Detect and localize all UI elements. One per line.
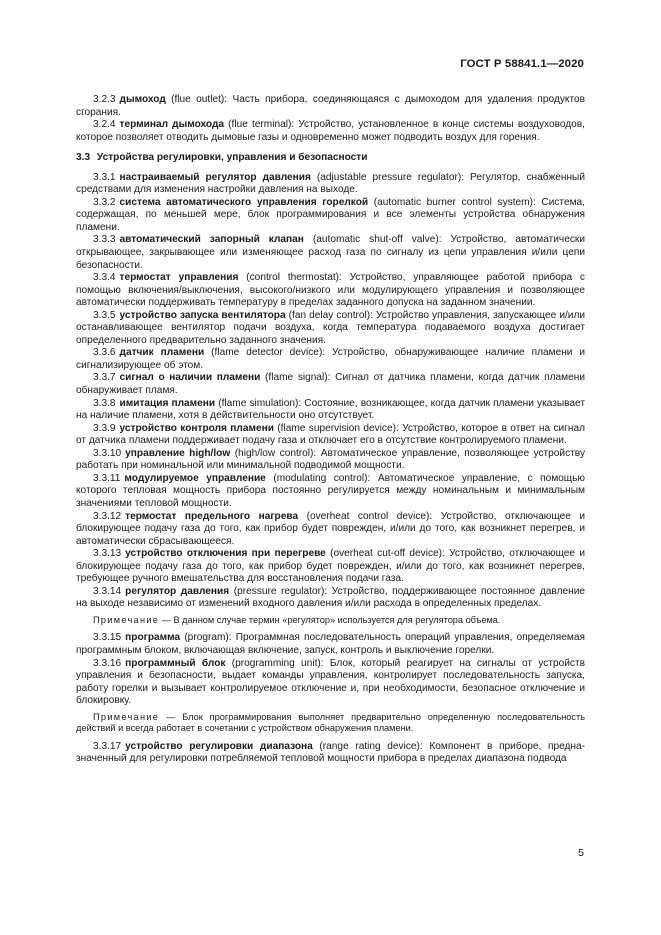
note-label: Примечание — [93, 614, 160, 625]
definition-text: (flame detector device): Устройство, обнаруживающее наличие пламени и сигнализирующее об этом. — [76, 347, 586, 371]
clause-number: 3.3.3 — [93, 234, 116, 246]
term: автоматический запорный клапан — [119, 234, 304, 246]
clause-number: 3.2.4 — [93, 119, 116, 131]
term: терминал дымохода — [119, 119, 225, 131]
clause-number: 3.3.8 — [93, 397, 116, 409]
term: модулируемое управление — [124, 472, 266, 484]
note-text: — В данном случае термин «регулятор» используется для регулятора объема. — [159, 614, 501, 625]
term: управление high/low — [125, 447, 231, 459]
definition-paragraph — [76, 197, 585, 235]
clause-number: 3.3.2 — [93, 196, 116, 208]
clause-number: 3.3.7 — [93, 372, 116, 384]
clause-number: 3.3.16 — [93, 657, 122, 669]
note — [76, 712, 585, 735]
term: устройство запуска вентилятора — [119, 309, 286, 321]
definition-paragraph — [76, 310, 585, 348]
definition-paragraph — [76, 511, 585, 549]
term: система автоматического управления горелкой — [119, 196, 369, 208]
clause-number: 3.2.3 — [93, 94, 116, 105]
clause-number: 3.3.17 — [93, 740, 122, 752]
clause-number: 3.3.12 — [93, 510, 122, 522]
definition-text: (high/low control): Автоматическое управление, позволяющее устройству работать при номинальной или минимальной подводимой мощности. — [76, 447, 586, 472]
clause-number: 3.3.5 — [93, 309, 116, 321]
definition-text: (flame signal): Сигнал от датчика пламени, когда датчик пламени обнаруживает пламя. — [76, 372, 585, 397]
definition-paragraph — [76, 448, 585, 473]
section-heading — [76, 152, 585, 165]
definition-text: (automatic shut-off valve): Устройство, автоматически открывающее, закрывающее или изменяющее расход газа по сигналу из цепи управления и/или цепи безопасности. — [76, 234, 585, 271]
term: устройство контроля пламени — [119, 422, 274, 434]
definition-paragraph — [76, 658, 585, 708]
clause-number: 3.3.10 — [93, 447, 122, 459]
term: программа — [125, 632, 181, 644]
definition-text: (range rating device): Компонент в приборе, предназначенный для регулировки потребляемой тепловой мощности прибора в пределах диапазона подвода — [76, 740, 585, 765]
term: устройство регулировки диапазона — [125, 740, 313, 752]
definition-text: (overheat cut-off device): Устройство, отключающее и блокирующее подачу газа до того, как прибор будет поврежден, и/или до того, как возникнет перегрев, требующее ручного вмешательства для восстановления подачи газа. — [76, 548, 585, 585]
term: датчик пламени — [119, 347, 205, 359]
clause-number: 3.3.6 — [93, 347, 116, 359]
definition-text: (pressure regulator): Устройство, поддерживающее постоянное давление на выходе независимо от изменений входного давления и/или расхода в определенных пределах. — [76, 585, 585, 610]
definition-paragraph — [76, 473, 585, 511]
definition-paragraph — [76, 172, 585, 197]
clause-number: 3.3.14 — [93, 585, 122, 597]
note — [76, 615, 585, 627]
term: настраиваемый регулятор давления — [119, 171, 311, 183]
definition-paragraph — [76, 632, 585, 657]
definition-paragraph — [76, 94, 585, 119]
clause-number: 3.3.13 — [93, 548, 122, 560]
definition-paragraph — [76, 272, 585, 310]
note-label: Примечание — [93, 711, 160, 722]
term: устройство отключения при перегреве — [125, 548, 326, 560]
definition-text: (flame supervision device): Устройство, которое в ответ на сигнал от датчика пламени поддерживает подачу газа и отключает его в отсутствие контролируемого пламени. — [76, 422, 585, 447]
definition-paragraph — [76, 372, 585, 397]
term: имитация пламени — [119, 397, 216, 409]
clause-number: 3.3.11 — [93, 472, 121, 484]
definition-paragraph — [76, 741, 585, 766]
section-title: Устройства регулировки, управления и безопасности — [96, 152, 368, 164]
definition-text: (flue outlet): Часть прибора, соединяющаяся с дымоходом для удаления продуктов сгорания. — [76, 94, 585, 118]
definition-text: (programming unit): Блок, который реагирует на сигналы от устройств управления и безопасности, выдает команды управления, контролирует последовательность запуска, работу горелки и вызывает контролируемое отключение и, при необходимости, безопасное отключение и блокировку. — [76, 657, 585, 707]
definition-text: (automatic burner control system): Система, содержащая, по меньшей мере, блок программирования и все элементы устройства обнаружения пламени. — [76, 196, 585, 233]
term: термостат управления — [119, 272, 239, 284]
term: дымоход — [119, 94, 166, 105]
definition-paragraph — [76, 347, 585, 372]
term: программный блок — [125, 657, 226, 669]
term: сигнал о наличии пламени — [119, 372, 261, 384]
clause-number: 3.3.4 — [93, 272, 116, 284]
standard-header: ГОСТ Р 58841.1—2020 — [460, 58, 584, 70]
definition-text: (flue terminal): Устройство, установленное в конце системы воздуховодов, которое позволяет отводить дымовые газы и одновременно может подводить воздух для горения. — [76, 119, 585, 143]
clause-number: 3.3.9 — [93, 422, 116, 434]
definition-text: (program): Программная последовательность операций управления, определяемая программным блоком, включающая включение, запуск, контроль и выключение горелки. — [76, 632, 585, 657]
note-text: — Блок программирования выполняет предварительно определенную последовательность действий и всегда работает в сочетании с устройством обнаружения пламени. — [76, 711, 585, 734]
definition-text: (modulating control): Автоматическое управление, с помощью которого тепловая мощность прибора постоянно регулируется между номинальным и минимальным значениями тепловой мощности. — [76, 472, 585, 509]
definition-text: (adjustable pressure regulator): Регулятор, снабженный средствами для изменения настройки давления на выходе. — [76, 171, 585, 196]
definition-paragraph — [76, 119, 585, 144]
term: регулятор давления — [125, 585, 230, 597]
term: термостат предельного нагрева — [125, 510, 299, 522]
definition-paragraph — [76, 398, 585, 423]
clause-number: 3.3.1 — [93, 171, 116, 183]
definition-text: (overheat control device): Устройство, отключающее и блокирующее подачу газа до того, как прибор будет поврежден, и/или до того, как возникнет перегрев, и автоматически сбрасывающееся. — [76, 510, 585, 547]
clause-number: 3.3.15 — [93, 632, 122, 644]
definition-paragraph — [76, 234, 585, 272]
definition-text: (flame simulation): Состояние, возникающее, когда датчик пламени указывает на наличие пламени, хотя в действительности оно отсутствует. — [76, 397, 585, 422]
document-body — [76, 94, 585, 766]
definition-text: (control thermostat): Устройство, управляющее работой прибора с помощью включения/выключения, высокого/низкого или модулирующего управления и позволяющее автоматически поддерживать температуру в пределах заданного допуска на заданном значении. — [76, 272, 585, 309]
definition-paragraph — [76, 586, 585, 611]
definition-paragraph — [76, 548, 585, 586]
definition-paragraph — [76, 423, 585, 448]
definition-text: (fan delay control): Устройство управления, запускающее и/или останавливающее вентилятор подачи воздуха, когда температура подаваемого воздуха достигает определенного предварительно заданного значения. — [76, 309, 586, 346]
section-number: 3.3 — [76, 152, 91, 164]
page-number: 5 — [578, 847, 584, 859]
